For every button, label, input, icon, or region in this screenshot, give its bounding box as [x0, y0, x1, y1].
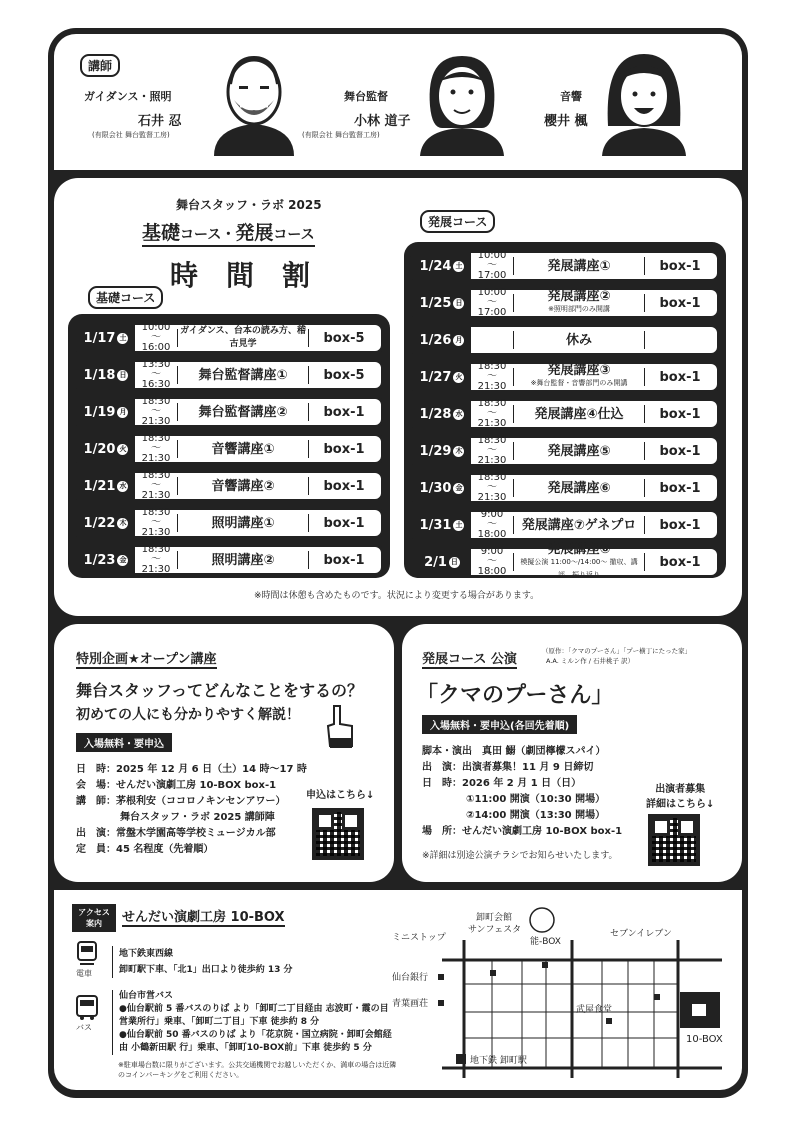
- row-date: 1/21 水: [77, 473, 135, 499]
- row-content: 照明講座①: [211, 515, 275, 531]
- special-headline-1: 舞台スタッフってどんなことをするの？: [76, 681, 364, 700]
- row-date: 1/17 土: [77, 325, 135, 351]
- row-time: 9:00 ～ 18:00: [477, 509, 507, 540]
- basic-row: [74, 507, 384, 539]
- special-apply-label: 申込はこちら↓: [306, 790, 375, 801]
- weekday-badge: 日: [119, 370, 127, 379]
- row-time: 18:30 ～ 21:30: [141, 544, 171, 575]
- advanced-row: [410, 541, 720, 579]
- instructor-portrait-3: [594, 46, 694, 156]
- special-lecturer: 講 師：茅根利安（ココロノキンセンアワー）: [76, 796, 286, 807]
- weekday-badge: 木: [119, 518, 127, 527]
- performance-qr-code[interactable]: [648, 814, 700, 866]
- basic-row: [74, 359, 384, 391]
- row-date: 1/31 土: [413, 512, 471, 538]
- basic-row: [74, 544, 384, 576]
- row-time: 18:30 ～ 21:30: [141, 507, 171, 538]
- row-date: 2/1 日: [413, 549, 471, 575]
- title-advanced: 発展: [235, 222, 274, 244]
- train-detail: 卸町駅下車、「北1」出口より徒歩約 13 分: [119, 965, 293, 975]
- weekday-badge: 火: [119, 444, 127, 453]
- special-badge-wrap: [76, 732, 172, 752]
- row-time: 18:30 ～ 21:30: [477, 472, 507, 503]
- basic-row: [74, 470, 384, 502]
- row-time: 9:00 ～ 18:00: [477, 546, 507, 577]
- basic-row: [74, 322, 384, 354]
- basic-schedule: [68, 314, 390, 578]
- row-date: 1/23 金: [77, 547, 135, 573]
- weekday-badge: 火: [455, 372, 463, 381]
- row-note: 模擬公演 11:00～/14:00～ 撤収、講評、振り返り: [520, 557, 638, 579]
- bus-route-2: ●仙台駅前 50 番バスのりば より「花京院・国立病院・卸町会館経由 小鶴新田駅 行」乗車、「卸町10-BOX前」下車 徒歩約 5 分: [119, 1030, 392, 1053]
- title-basic: 基礎: [142, 222, 181, 244]
- timetable-panel: [54, 178, 742, 616]
- row-room: box-1: [659, 406, 701, 422]
- performance-title: 発展コース 公演: [422, 648, 517, 669]
- row-content: 発展講座⑧ 模擬公演 11:00～/14:00～ 撤収、講評、振り返り: [514, 543, 644, 582]
- row-date: 1/25 日: [413, 290, 471, 316]
- row-content: 舞台監督講座②: [198, 404, 288, 420]
- row-date: 1/29 木: [413, 438, 471, 464]
- row-content: 音響講座②: [211, 478, 275, 494]
- row-time: 18:30 ～ 21:30: [477, 361, 507, 392]
- instructor-affiliation-2: (有限会社 舞台監督工房): [302, 131, 380, 139]
- row-room: box-5: [323, 367, 365, 383]
- row-content: 舞台監督講座①: [198, 367, 288, 383]
- instructors-tag: 講師: [80, 54, 120, 77]
- row-time: 10:00 ～ 17:00: [477, 287, 507, 318]
- special-headline-2: 初めての人にも分かりやすく解説！: [76, 707, 300, 723]
- row-room: box-1: [659, 258, 701, 274]
- basic-course-tag: 基礎コース: [88, 286, 163, 309]
- row-note: ※舞台監督・音響部門のみ開講: [530, 379, 628, 387]
- access-map: [392, 900, 732, 1086]
- row-date: 1/20 火: [77, 436, 135, 462]
- performance-director: 脚本・演出 真田 鰯（劇団檸檬スパイ）: [422, 746, 606, 757]
- train-line: 地下鉄東西線: [119, 949, 174, 959]
- weekday-badge: 金: [455, 483, 463, 492]
- row-content: ガイダンス、台本の読み方、稽古見学: [180, 326, 306, 349]
- advanced-schedule: [404, 242, 726, 578]
- advanced-row: [410, 324, 720, 356]
- row-time: 10:00 ～ 17:00: [477, 250, 507, 281]
- row-room: box-1: [323, 404, 365, 420]
- row-date: 1/26 月: [413, 327, 471, 353]
- advanced-row: [410, 398, 720, 430]
- timetable-heading: 時 間 割: [170, 259, 311, 292]
- instructor-role-3: 音響: [560, 90, 582, 103]
- advanced-row: [410, 435, 720, 467]
- performance-note: ※詳細は別途公演チラシでお知らせいたします。: [422, 851, 618, 861]
- train-info: [112, 946, 293, 978]
- performance-show-2: ②14:00 開演（13:30 開場）: [466, 810, 606, 821]
- performance-badge-wrap: [422, 714, 577, 734]
- timetable-subtitle: 舞台スタッフ・ラボ 2025: [176, 198, 322, 212]
- bus-label: バス: [76, 1023, 92, 1032]
- row-room: box-1: [659, 480, 701, 496]
- weekday-badge: 土: [455, 261, 463, 270]
- map-noh-box: 能-BOX: [530, 937, 561, 947]
- row-room: box-1: [659, 517, 701, 533]
- special-venue: 会 場：せんだい演劇工房 10-BOX box-1: [76, 780, 277, 791]
- bus-info: [112, 990, 392, 1055]
- row-content: 発展講座④仕込: [534, 406, 624, 422]
- row-room: box-1: [659, 369, 701, 385]
- row-room: box-1: [323, 478, 365, 494]
- weekday-badge: 日: [450, 557, 458, 566]
- special-title: 特別企画★オープン講座: [76, 648, 217, 669]
- performance-info: [422, 744, 622, 840]
- instructor-portrait-2: [412, 46, 512, 156]
- row-date: 1/18 日: [77, 362, 135, 388]
- title-course-1: コース・: [180, 227, 236, 243]
- row-time: 18:30 ～ 21:30: [141, 433, 171, 464]
- map-10box: 10-BOX: [686, 1034, 723, 1045]
- instructor-name-2: 小林 道子: [354, 114, 411, 129]
- advanced-row: [410, 509, 720, 541]
- special-lecture-panel: [54, 624, 394, 882]
- access-tag: アクセス案内: [72, 904, 116, 932]
- advanced-row: [410, 361, 720, 393]
- performance-play-title: 「クマのプーさん」: [416, 683, 614, 708]
- basic-row: [74, 433, 384, 465]
- performance-cast: 出 演：出演者募集！11 月 9 日締切: [422, 762, 594, 773]
- row-content: 発展講座② ※照明部門のみ開講: [514, 290, 644, 316]
- instructor-affiliation-1: (有限会社 舞台監督工房): [92, 131, 170, 139]
- special-capacity: 定 員：45 名程度（先着順）: [76, 844, 214, 855]
- row-content: 発展講座⑥: [547, 480, 611, 496]
- row-date: 1/30 金: [413, 475, 471, 501]
- row-content: 発展講座⑦ゲネプロ: [521, 517, 637, 533]
- weekday-badge: 水: [119, 481, 127, 490]
- row-date: 1/22 木: [77, 510, 135, 536]
- weekday-badge: 月: [455, 335, 463, 344]
- map-oroshi-kaikan: 卸町会館: [476, 913, 513, 923]
- weekday-badge: 土: [455, 520, 463, 529]
- pointing-hand-icon: [320, 702, 360, 754]
- performance-recruit: [646, 780, 714, 810]
- advanced-row: [410, 287, 720, 319]
- weekday-badge: 日: [455, 298, 463, 307]
- performance-recruit-2: 詳細はこちら↓: [646, 799, 715, 810]
- performance-credit-1: （原作：「クマのプーさん」「プー横丁にたった家」: [542, 647, 692, 655]
- map-takeya: 武屋食堂: [576, 1005, 613, 1015]
- performance-show-1: ①11:00 開演（10:30 開場）: [466, 794, 606, 805]
- bus-title: 仙台市営バス: [119, 991, 174, 1001]
- special-cast: 出 演：常盤木学園高等学校ミュージカル部: [76, 828, 276, 839]
- timetable-title: [142, 218, 315, 247]
- map-ministop: ミニストップ: [392, 933, 446, 943]
- special-qr-code[interactable]: [312, 808, 364, 860]
- advanced-row: [410, 472, 720, 504]
- weekday-badge: 木: [455, 446, 463, 455]
- parking-note: ※駐車場台数に限りがございます。公共交通機関でお越しいただくか、満車の場合は近隣のコインパーキングをご利用ください。: [118, 1061, 397, 1079]
- row-date: 1/24 土: [413, 253, 471, 279]
- row-time: 13:30 ～ 16:30: [141, 359, 171, 390]
- row-room: box-1: [659, 554, 701, 570]
- row-note: ※照明部門のみ開講: [548, 305, 610, 313]
- train-icon: [74, 940, 100, 966]
- bus-icon: [74, 994, 100, 1020]
- row-time: 10:00 ～ 16:00: [141, 322, 171, 353]
- bus-route-1: ●仙台駅前 5 番バスのりば より「卸町二丁目経由 志波町・霞の目営業所行」乗車、「卸町二丁目」下車 徒歩約 8 分: [119, 1004, 389, 1027]
- row-room: box-5: [323, 330, 365, 346]
- row-time: 18:30 ～ 21:30: [141, 470, 171, 501]
- performance-recruit-1: 出演者募集: [655, 784, 706, 795]
- map-sendai-bank: 仙台銀行: [392, 973, 429, 983]
- basic-row: [74, 396, 384, 428]
- row-content: 照明講座②: [211, 552, 275, 568]
- row-room: box-1: [323, 515, 365, 531]
- row-content: 音響講座①: [211, 441, 275, 457]
- map-aoba-gaso: 青葉画荘: [392, 999, 429, 1009]
- instructor-name-1: 石井 忍: [138, 114, 182, 129]
- special-info: [76, 762, 307, 858]
- row-content: 発展講座⑤: [547, 443, 611, 459]
- performance-venue: 場 所：せんだい演劇工房 10-BOX box-1: [422, 826, 623, 837]
- title-course-2: コース: [273, 227, 315, 243]
- instructor-portrait-1: [204, 46, 304, 156]
- row-content: 発展講座①: [547, 258, 611, 274]
- weekday-badge: 月: [119, 407, 127, 416]
- row-room: box-1: [659, 295, 701, 311]
- performance-badge: 入場無料・要申込(各回先着順): [422, 715, 577, 734]
- row-time: 18:30 ～ 21:30: [141, 396, 171, 427]
- special-badge: 入場無料・要申込: [76, 733, 172, 752]
- map-station: 地下鉄 卸町駅: [470, 1056, 527, 1066]
- row-content: 休み: [565, 332, 592, 348]
- row-time: 18:30 ～ 21:30: [477, 398, 507, 429]
- row-room: box-1: [323, 552, 365, 568]
- row-date: 1/19 月: [77, 399, 135, 425]
- weekday-badge: 土: [119, 333, 127, 342]
- map-sunfesta: サンフェスタ: [468, 925, 522, 935]
- instructor-role-1: ガイダンス・照明: [84, 90, 172, 103]
- timetable-footnote: ※時間は休憩も含めたものです。状況により変更する場合があります。: [254, 591, 540, 601]
- performance-panel: [402, 624, 742, 882]
- instructor-name-3: 櫻井 楓: [544, 114, 588, 129]
- row-date: 1/28 水: [413, 401, 471, 427]
- advanced-row: [410, 250, 720, 282]
- access-panel: [54, 890, 742, 1090]
- train-label: 電車: [76, 969, 92, 978]
- row-room: box-1: [323, 441, 365, 457]
- special-date: 日 時：2025 年 12 月 6 日（土）14 時～17 時: [76, 764, 307, 775]
- special-lecturer-2: 舞台スタッフ・ラボ 2025 講師陣: [120, 812, 275, 823]
- map-seven-eleven: セブンイレブン: [610, 929, 672, 939]
- row-room: box-1: [659, 443, 701, 459]
- row-content: 発展講座③ ※舞台監督・音響部門のみ開講: [514, 364, 644, 390]
- advanced-course-tag: 発展コース: [420, 210, 495, 233]
- performance-date: 日 時：2026 年 2 月 1 日（日）: [422, 778, 582, 789]
- instructor-role-2: 舞台監督: [344, 90, 388, 103]
- access-venue-name: せんだい演劇工房 10-BOX: [122, 906, 285, 927]
- weekday-badge: 水: [455, 409, 463, 418]
- performance-credit-2: A.A. ミルン作 / 石井桃子 訳）: [546, 657, 635, 665]
- weekday-badge: 金: [119, 555, 127, 564]
- row-date: 1/27 火: [413, 364, 471, 390]
- instructors-panel: [54, 34, 742, 170]
- row-time: 18:30 ～ 21:30: [477, 435, 507, 466]
